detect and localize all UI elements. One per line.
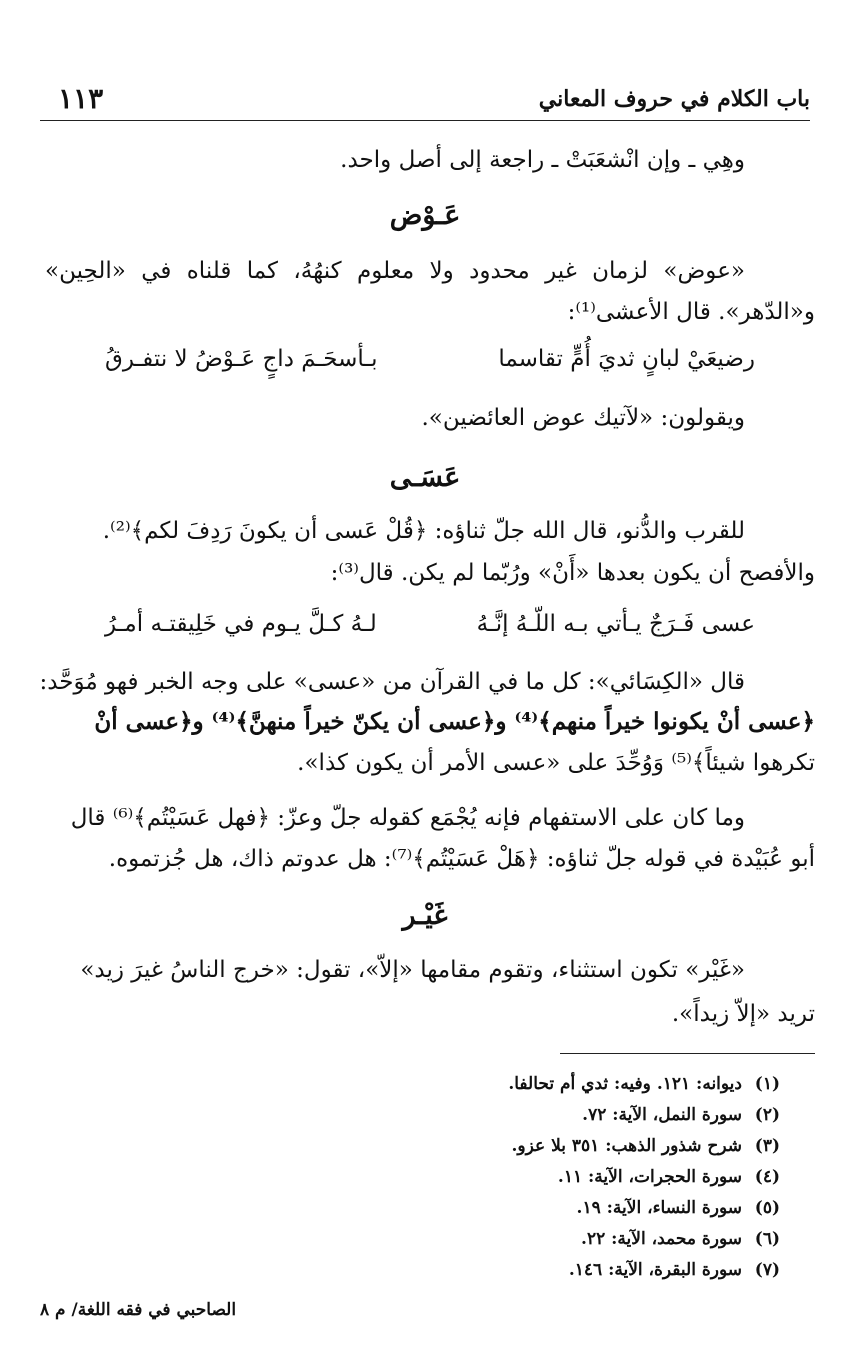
text-line-11: أبو عُبَيْدة في قوله جلّ ثناؤه: ﴿هَلْ عَسَيْتُم﴾⁽⁷⁾: هل عدوتم ذاك، هل جُزتموه. [108,846,815,872]
text-line-10: وما كان على الاستفهام فإنه يُجْمَع كقوله جلّ وعزّ: ﴿فهل عَسَيْتُم﴾⁽⁶⁾ قال [70,805,745,831]
verse-1-second-hemistich: بـأسحَـمَ داجٍ عَـوْضُ لا نتفـرقُ [105,346,378,372]
text-line-1: وهِي ـ وإن انْشعَبَتْ ـ راجعة إلى أصل واحد. [340,147,745,173]
footnote-text: سورة النساء، الآية: ١٩. [576,1198,742,1218]
footnote-divider [560,1053,815,1054]
text-line-12: «غَيْر» تكون استثناء، وتقوم مقامها «إلاّ»، تقول: «خرج الناسُ غيرَ زيد» [80,957,745,983]
footnote-number: (٦) [754,1229,780,1249]
footnote-number: (١) [754,1074,780,1094]
footnote-2 [582,1105,780,1125]
footnote-number: (٥) [754,1198,780,1218]
running-header [40,80,810,121]
footnote-text: ديوانه: ١٢١. وفيه: ثدي أم تحالفا. [508,1074,742,1094]
section-heading-asa: عَسَـى [389,462,461,493]
text-line-5: للقرب والدُّنو، قال الله جلّ ثناؤه: ﴿قُلْ عَسى أن يكونَ رَدِفَ لكم﴾⁽²⁾. [102,518,745,544]
book-signature-footer: الصاحبي في فقه اللغة/ م ٨ [40,1300,237,1320]
footnote-text: سورة النمل، الآية: ٧٢. [582,1105,742,1125]
text-line-3: و«الدّهر». قال الأعشى⁽¹⁾: [567,299,815,325]
footnote-number: (٤) [754,1167,780,1187]
footnote-number: (٢) [754,1105,780,1125]
text-line-2: «عوض» لزمان غير محدود ولا معلوم كنهُهُ، كما قلناه في «الحِين» [45,258,745,284]
footnote-number: (٣) [754,1136,780,1156]
text-line-13: تريد «إلاّ زيداً». [671,1001,815,1027]
footnote-3 [512,1136,780,1156]
verse-1-first-hemistich: رضيعَيْ لبانٍ ثديَ أُمٍّ تقاسما [498,346,755,372]
text-line-7: قال «الكِسَائي»: كل ما في القرآن من «عسى» على وجه الخبر فهو مُوَحَّد: [39,669,745,695]
verse-2-second-hemistich: لـهُ كـلَّ يـوم في خَلِيقتـه أمـرُ [105,611,377,637]
text-line-8: ﴿عسى أنْ يكونوا خيراً منهم﴾⁽⁴⁾ و﴿عسى أن يكنّ خيراً منهنَّ﴾⁽⁴⁾ و﴿عسى أنْ [94,708,815,735]
footnote-number: (٧) [754,1260,780,1280]
verse-2-first-hemistich: عسى فَـرَجٌ يـأتي بـه اللّـهُ إنَّـهُ [476,611,755,637]
section-heading-ghayr: غَيْـر [402,900,448,931]
footnote-5 [577,1198,780,1218]
footnote-text: سورة محمد، الآية: ٢٢. [581,1229,742,1249]
text-line-6: والأفصح أن يكون بعدها «أَنْ» ورُبّما لم يكن. قال⁽³⁾: [330,560,815,586]
footnote-4 [558,1167,780,1187]
footnote-text: سورة البقرة، الآية: ١٤٦. [568,1260,742,1280]
text-line-9: تكرهوا شيئاً﴾⁽⁵⁾ وَوُحِّدَ على «عسى الأمر أن يكون كذا». [297,750,815,776]
page-number: ١١٣ [58,82,104,115]
footnote-1 [508,1074,780,1094]
footnote-6 [581,1229,780,1249]
text-line-4: ويقولون: «لآتيك عوض العائضين». [421,405,745,431]
chapter-title: باب الكلام في حروف المعاني [538,86,810,112]
footnote-text: شرح شذور الذهب: ٣٥١ بلا عزو. [511,1136,742,1156]
footnote-7 [569,1260,780,1280]
footnote-text: سورة الحجرات، الآية: ١١. [557,1167,742,1187]
section-heading-awd: عَـوْض [389,200,461,231]
